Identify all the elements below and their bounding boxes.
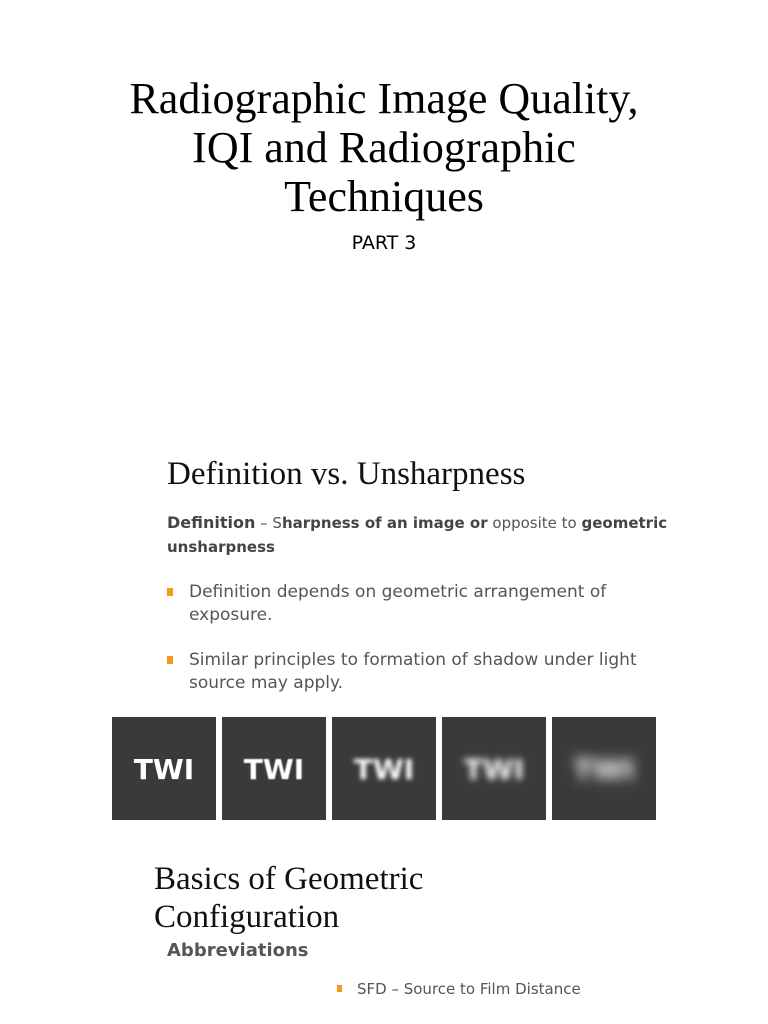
page-title: [0, 74, 768, 221]
blur-example-tile-3: [332, 717, 436, 820]
definition-bold-2: geometric unsharpness: [167, 514, 668, 556]
page-subtitle: PART 3: [351, 232, 417, 254]
definition-term: Definition: [167, 513, 256, 532]
title-line-1: Radiographic Image Quality,: [129, 74, 639, 123]
blur-example-graphic: [332, 717, 436, 820]
blur-example-graphic: [112, 717, 216, 820]
list-item: [167, 649, 677, 695]
blur-example-tile-1: [112, 717, 216, 820]
abbreviations-label: Abbreviations: [167, 940, 309, 961]
blur-example-graphic: [442, 717, 546, 820]
definition-plain: opposite to: [487, 514, 582, 532]
list-item: [337, 978, 581, 1000]
heading-line-2: Configuration: [154, 899, 340, 935]
section-heading-geometric: [154, 860, 574, 936]
unsharpness-example-strip: [112, 717, 658, 820]
title-line-2: IQI and Radiographic: [192, 123, 576, 172]
blur-example-text: TWI: [353, 753, 415, 786]
blur-example-text: TWI: [133, 753, 195, 786]
definition-dash: – S: [255, 514, 282, 532]
definition-paragraph: [167, 511, 687, 559]
blur-example-text: TWI: [463, 753, 525, 786]
bullet-text: Definition depends on geometric arrangement of exposure.: [189, 582, 607, 625]
square-bullet-icon: [167, 656, 173, 664]
blur-example-tile-5: [552, 717, 656, 820]
blur-example-tile-2: [222, 717, 326, 820]
title-line-3: Techniques: [284, 172, 484, 221]
blur-example-graphic: [552, 717, 656, 820]
blur-example-graphic: [222, 717, 326, 820]
abbreviation-text: SFD – Source to Film Distance: [357, 980, 581, 998]
blur-example-tile-4: [442, 717, 546, 820]
bullet-text: Similar principles to formation of shadow under light source may apply.: [189, 650, 637, 693]
definition-bullet-list: [167, 581, 677, 717]
list-item: [167, 581, 677, 627]
heading-line-1: Basics of Geometric: [154, 861, 424, 897]
abbreviations-list: [337, 978, 581, 1000]
square-bullet-icon: [167, 588, 173, 596]
section-heading-definition: Definition vs. Unsharpness: [167, 456, 526, 492]
definition-bold-1: harpness of an image or: [281, 514, 488, 532]
square-bullet-icon: [337, 985, 342, 992]
blur-example-text: TWI: [573, 753, 635, 786]
blur-example-text: TWI: [243, 753, 305, 786]
